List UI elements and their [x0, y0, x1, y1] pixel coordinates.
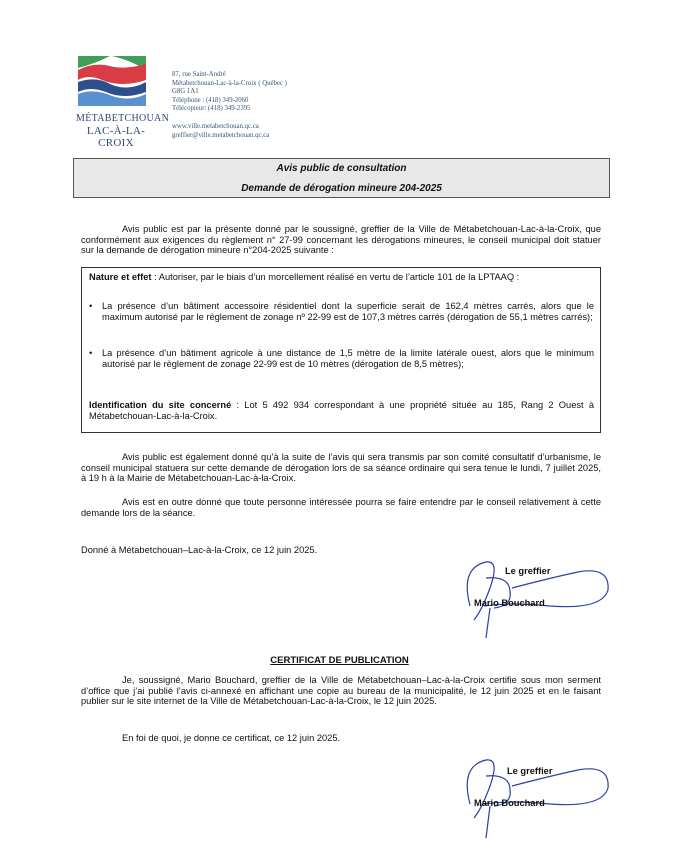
certificate-closing: En foi de quoi, je donne ce certificat, ce 12 juin 2025. — [122, 733, 341, 743]
nature-row — [89, 272, 594, 283]
intro-paragraph: Avis public est par la présente donné par le soussigné, greffier de la Ville de Métabetchouan-Lac-à-la-Croix, que conformément aux exigences du règlement n° 27-99 concernant les dérogations mineures, le conseil municipal doit statuer sur la demande de dérogation mineure n°204-2025 suivante : — [81, 224, 601, 255]
nature-label: Nature et effet — [89, 272, 152, 282]
address-street: 87, rue Saint-André — [172, 71, 226, 78]
signature-name: Mario Bouchard — [474, 598, 545, 608]
site-row — [89, 400, 594, 422]
certificate-paragraph: Je, soussigné, Mario Bouchard, greffier de la Ville de Métabetchouan–Lac-à-la-Croix certifie sous mon serment d’office que j’ai publié l’avis ci-annexé en affichant une copie au bureau de la municipalité, le 12 juin 2025 et en le faisant publier sur le site internet de la Ville de Métabetchouan-Lac-à-la-Croix, le 12 juin 2025. — [81, 675, 601, 706]
notice-subtitle: Demande de dérogation mineure 204-2025 — [241, 183, 442, 194]
bullet-icon: • — [89, 301, 93, 311]
bullet-item-1: La présence d’un bâtiment accessoire résidentiel dont la superficie serait de 162,4 mètres carrés, alors que le maximum autorisé par le règlement de zonage nº 22-99 est de 107,3 mètres carrés (dérogation de 55,1 mètres carrés); — [102, 301, 594, 322]
address-city: Métabetchouan-Lac-à-la-Croix ( Québec ) — [172, 79, 287, 87]
bullet-icon: • — [89, 348, 93, 358]
hearing-paragraph: Avis est en outre donné que toute personne intéressée pourra se faire entendre par le conseil relativement à cette demande lors de la séance. — [81, 497, 601, 518]
logo-line2: LAC-À-LA-CROIX — [86, 125, 146, 149]
certificate-title: CERTIFICAT DE PUBLICATION — [270, 655, 409, 666]
signature-name: Mario Bouchard — [474, 798, 545, 808]
logo-line1: MÉTABETCHOUAN — [76, 113, 170, 124]
logo-emblem-icon — [72, 50, 152, 112]
nature-text: : Autoriser, par le biais d’un morcellement réalisé en vertu de l’article 101 de la LPTAAQ : — [151, 272, 520, 282]
signature-block-2 — [450, 746, 630, 846]
bullet-item-2: La présence d’un bâtiment agricole à une distance de 1,5 mètre de la limite latérale ouest, alors que le minimum autorisé par le règlement de zonage 22-99 est de 10 mètres (dérogation de 8,5 mètres); — [102, 348, 594, 369]
address-fax: Télécopieur: (418) 349-2395 — [172, 105, 251, 113]
handwritten-signature-icon — [450, 746, 630, 846]
consultation-paragraph: Avis public est également donné qu’à la suite de l’avis qui sera transmis par son comité consultatif d’urbanisme, le conseil municipal statuera sur cette demande de dérogation lors de sa séance ordinaire qui sera tenue le lundi, 7 juillet 2025, à 19 h à la Mairie de Métabetchouan-Lac-à-la-Croix. — [81, 452, 601, 483]
signature-role: Le greffier — [507, 766, 553, 776]
given-line: Donné à Métabetchouan–Lac-à-la-Croix, ce 12 juin 2025. — [81, 545, 318, 555]
address-phone: Téléphone : (418) 349-2060 — [172, 96, 249, 104]
notice-title-box — [73, 158, 610, 198]
email-link[interactable]: greffier@ville.metabetchouan.qc.ca — [172, 131, 270, 139]
signature-block-1 — [450, 548, 630, 648]
logo-wordmark — [76, 113, 170, 149]
address-postal: G8G 1A1 — [172, 88, 199, 96]
details-box — [81, 267, 601, 433]
website-link[interactable]: www.ville.metabetchouan.qc.ca — [172, 122, 259, 130]
contact-block — [172, 71, 287, 140]
signature-role: Le greffier — [505, 566, 551, 576]
site-label: Identification du site concerné — [89, 400, 232, 410]
notice-title: Avis public de consultation — [276, 163, 407, 174]
site-text: : Lot 5 492 934 correspondant à une propriété située au 185, Rang 2 Ouest à Métabetchouan-Lac-à-la-Croix. — [89, 400, 595, 421]
